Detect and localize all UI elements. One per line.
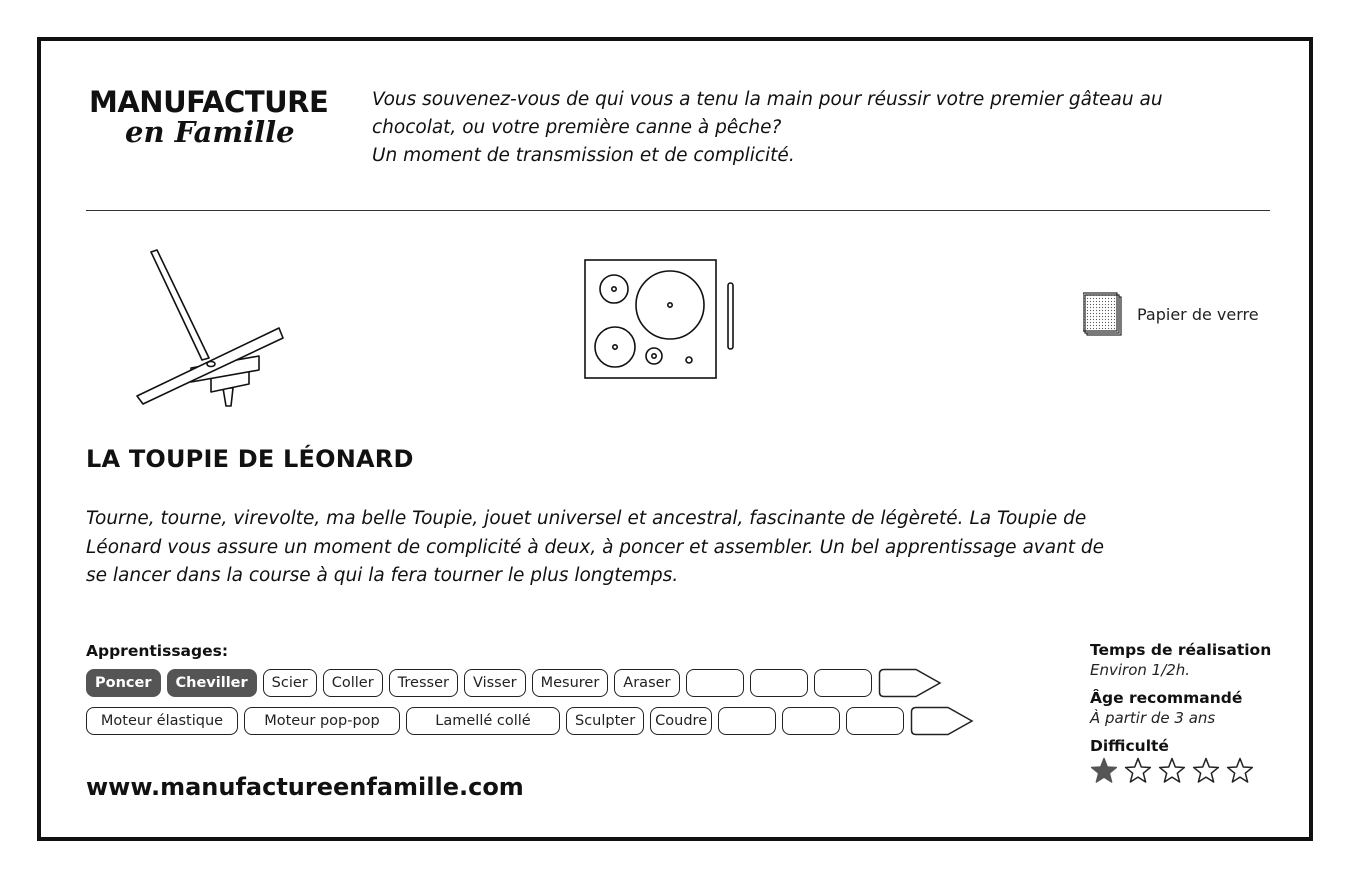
material-sandpaper: [1083, 291, 1273, 341]
skill-pill-lamelle-colle: Lamellé collé: [406, 707, 560, 735]
product-info: [1090, 641, 1300, 795]
difficulty-label: Difficulté: [1090, 737, 1169, 755]
intro-line: Vous souvenez-vous de qui vous a tenu la main pour réussir votre premier gâteau au: [372, 89, 1163, 110]
age-info: [1090, 689, 1300, 727]
skill-pill-empty: [846, 707, 904, 735]
description-line: Léonard vous assure un moment de complicité à deux, à poncer et assembler. Un bel apprentissage avant de: [86, 536, 1105, 558]
skill-pill-empty: [782, 707, 840, 735]
logo-text-en-famille: en Famille: [125, 115, 295, 149]
product-card: [37, 37, 1313, 841]
intro-text: [372, 86, 1287, 170]
skill-pill-empty: [814, 669, 872, 697]
description-line: Tourne, tourne, virevolte, ma belle Toupie, jouet universel et ancestral, fascinante de légèreté. La Toupie de: [86, 508, 1087, 529]
skill-pill-arrow: [878, 669, 942, 697]
star-filled-icon: [1090, 757, 1118, 785]
skill-pill-visser: Visser: [464, 669, 526, 697]
wood-board-illustration: [583, 258, 745, 382]
product-title: LA TOUPIE DE LÉONARD: [86, 445, 414, 473]
skill-pill-scier: Scier: [263, 669, 317, 697]
time-value: Environ 1/2h.: [1090, 661, 1191, 679]
star-empty-icon: [1124, 757, 1152, 785]
skill-pill-empty: [718, 707, 776, 735]
skill-pill-tresser: Tresser: [389, 669, 458, 697]
skill-pill-mesurer: Mesurer: [532, 669, 609, 697]
age-value: À partir de 3 ans: [1090, 709, 1216, 727]
skills-row-2: [86, 707, 974, 735]
difficulty-stars: [1090, 757, 1300, 785]
sandpaper-icon: [1083, 291, 1131, 339]
skill-pill-sculpter: Sculpter: [566, 707, 644, 735]
skill-pill-poncer: Poncer: [86, 669, 161, 697]
time-info: [1090, 641, 1300, 679]
skill-pill-cheviller: Cheviller: [167, 669, 257, 697]
skill-pill-moteur-pop-pop: Moteur pop-pop: [244, 707, 400, 735]
arrow-tag-icon: [910, 706, 974, 736]
difficulty-info: [1090, 737, 1300, 785]
product-description: [86, 505, 1272, 591]
star-empty-icon: [1226, 757, 1254, 785]
description-line: se lancer dans la course à qui la fera tourner le plus longtemps.: [86, 565, 679, 586]
skill-pill-coller: Coller: [323, 669, 383, 697]
skills-label: Apprentissages:: [86, 642, 229, 660]
skill-pill-coudre: Coudre: [650, 707, 712, 735]
arrow-tag-icon: [878, 668, 942, 698]
star-empty-icon: [1158, 757, 1186, 785]
intro-line: chocolat, ou votre première canne à pêche?: [372, 117, 782, 138]
age-label: Âge recommandé: [1090, 689, 1243, 707]
website-url: www.manufactureenfamille.com: [86, 773, 524, 801]
skill-pill-empty: [750, 669, 808, 697]
intro-line: Un moment de transmission et de complicité.: [372, 145, 795, 166]
skill-pill-araser: Araser: [614, 669, 679, 697]
star-empty-icon: [1192, 757, 1220, 785]
skill-pill-arrow: [910, 707, 974, 735]
skill-pill-empty: [686, 669, 744, 697]
logo-text-manufacture: MANUFACTURE: [89, 85, 329, 119]
material-label: Papier de verre: [1137, 305, 1259, 324]
spinning-top-illustration: [131, 246, 291, 416]
header-divider: [86, 210, 1270, 211]
skill-pill-moteur-elastique: Moteur élastique: [86, 707, 238, 735]
skills-row-1: [86, 669, 942, 697]
time-label: Temps de réalisation: [1090, 641, 1272, 659]
brand-logo: [89, 85, 329, 165]
